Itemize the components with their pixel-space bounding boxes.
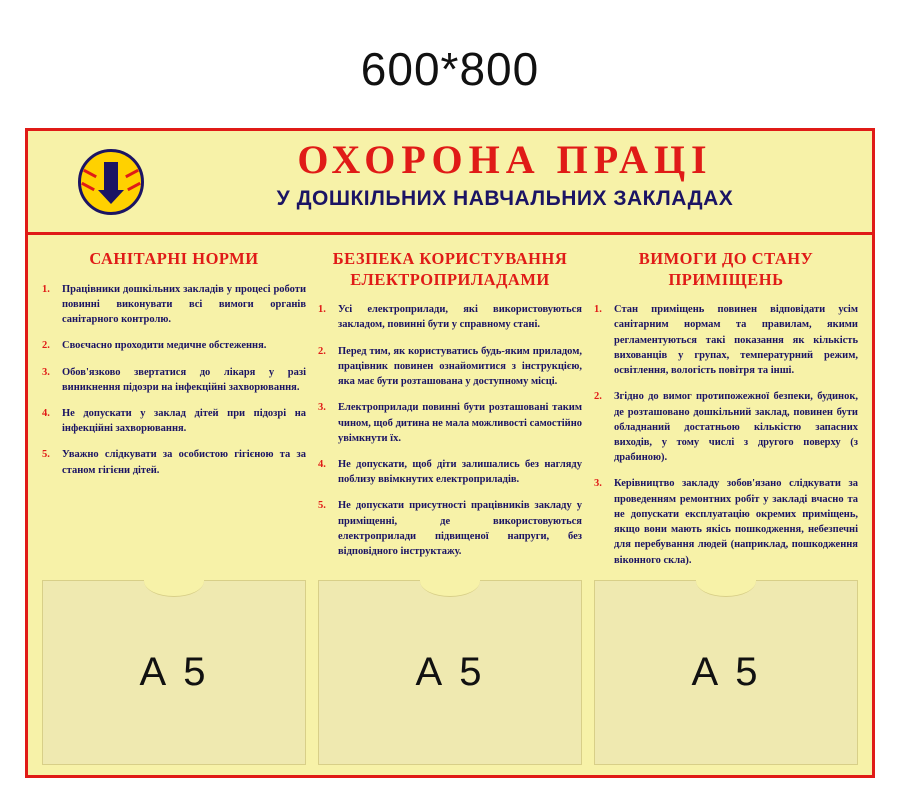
content-columns [28, 235, 872, 579]
list-item-number: 2. [594, 391, 602, 403]
poster-header [28, 131, 872, 235]
column-title: САНІТАРНІ НОРМИ [89, 249, 259, 268]
list-item [594, 302, 858, 378]
list-item-text: Не допускати, щоб діти залишались без нагляду поблизу ввімкнутих електроприладів. [338, 459, 582, 486]
pocket-notch [696, 580, 756, 597]
list-item [318, 400, 582, 446]
list-item-number: 3. [42, 366, 50, 378]
document-pocket [318, 580, 582, 765]
list-item-text: Не допускати присутності працівників закладу у приміщенні, де використовуються електроприлади підвищеної напруги, без відповідного інструктажу. [338, 500, 582, 558]
list-item-text: Обов'язково звертатися до лікаря у разі виникнення підозри на інфекційні захворювання. [62, 366, 306, 393]
list-item [318, 457, 582, 487]
document-pocket [42, 580, 306, 765]
page-title: ОХОРОНА ПРАЦІ [297, 137, 713, 182]
list-item-number: 4. [42, 407, 50, 419]
list-item [594, 389, 858, 465]
list-item-number: 5. [318, 500, 326, 512]
column-electrical [318, 249, 582, 579]
column-sanitary [42, 249, 306, 579]
list-item [594, 476, 858, 567]
list-item-text: Електроприлади повинні бути розташовані таким чином, щоб дитина не мала можливості самостійно увімкнути їх. [338, 402, 582, 444]
pocket-row [42, 580, 858, 765]
list-item-number: 3. [594, 478, 602, 490]
list-item [42, 406, 306, 436]
list-item [42, 365, 306, 395]
list-item-number: 2. [318, 345, 326, 357]
list-item-text: Не допускати у заклад дітей при підозрі на інфекційні захворювання. [62, 407, 306, 435]
pocket-label: А 5 [415, 650, 485, 694]
electrical-safety-icon [78, 149, 144, 215]
pocket-notch [420, 580, 480, 597]
list-item-number: 5. [42, 449, 50, 461]
list-item [318, 302, 582, 332]
column-title: БЕЗПЕКА КОРИСТУВАННЯ ЕЛЕКТРОПРИЛАДАМИ [332, 249, 568, 289]
list-item-number: 2. [42, 340, 50, 352]
list-item-text: Перед тим, як користуватись будь-яким приладом, працівник повинен ознайомитися з інструкцією, яка має бути розташована у доступному місці. [338, 345, 582, 388]
list-item-text: Стан приміщень повинен відповідати усім санітарним нормам та правилам, якими регламентуються такі показання як кількість вихованців у групах, температурний режим, освітлення, вологість повітря та інші. [614, 304, 858, 377]
list-item [42, 447, 306, 477]
poster [25, 128, 875, 778]
pocket-notch [144, 580, 204, 597]
list-item [42, 282, 306, 328]
column-premises [594, 249, 858, 579]
list-item [42, 338, 306, 353]
list-item-number: 3. [318, 402, 326, 414]
list-item-text: Уважно слідкувати за особистою гігієною та за станом гігієни дітей. [62, 449, 306, 476]
page-subtitle: У ДОШКІЛЬНИХ НАВЧАЛЬНИХ ЗАКЛАДАХ [276, 187, 734, 210]
list-item-text: Усі електроприлади, які використовуються закладом, повинні бути у справному стані. [338, 304, 582, 331]
column-title: ВИМОГИ ДО СТАНУ ПРИМІЩЕНЬ [638, 249, 814, 289]
list-item-number: 1. [42, 283, 50, 295]
pocket-label: А 5 [691, 650, 761, 694]
list-item-text: Згідно до вимог протипожежної безпеки, будинок, де розташовано дошкільний заклад, повинен бути обладнаний достатньою кількістю запасних виходів, у тому числі з другого поверху (з драбиною). [614, 391, 858, 464]
size-caption: 600*800 [360, 43, 540, 95]
list-item-text: Керівництво закладу зобов'язано слідкувати за проведенням ремонтних робіт у закладі вчасно та не допускати експлуатацію окремих приміщень, якщо вони мають якісь пошкодження, небезпечні для перебування людей (наприклад, пошкодження віконного скла). [614, 478, 858, 566]
list-item-number: 1. [318, 304, 326, 316]
document-pocket [594, 580, 858, 765]
header-titles [158, 139, 852, 211]
pocket-label: А 5 [139, 650, 209, 694]
list-item [318, 498, 582, 559]
list-item-text: Своєчасно проходити медичне обстеження. [62, 340, 267, 352]
list-item [318, 344, 582, 390]
list-item-number: 4. [318, 459, 326, 470]
list-item-text: Працівники дошкільних закладів у процесі роботи повинні виконувати всі вимоги органів санітарного контролю. [62, 283, 306, 326]
list-item-number: 1. [594, 304, 602, 316]
